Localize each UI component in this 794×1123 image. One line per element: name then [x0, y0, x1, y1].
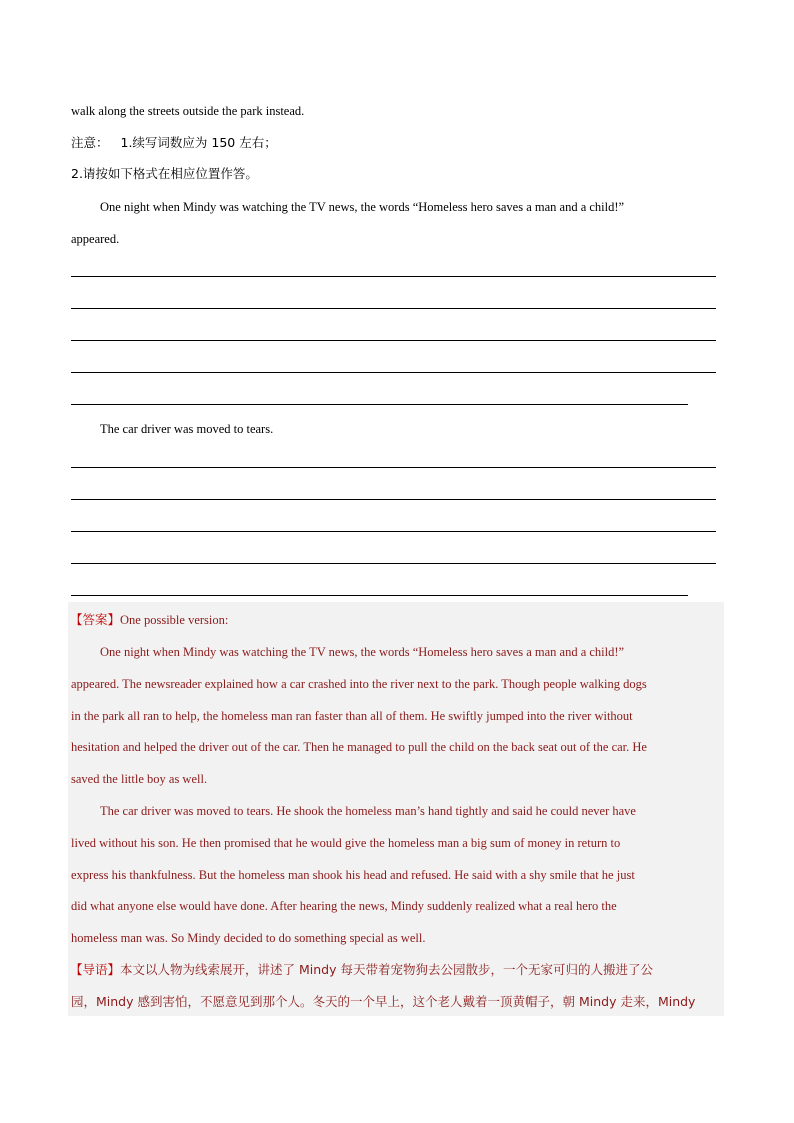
- guide-text-1: 本文以人物为线索展开，讲述了 Mindy 每天带着宠物狗去公园散步，一个无家可归的人搬进了公: [120, 962, 653, 977]
- answer-rule: [71, 276, 716, 277]
- answer-line: homeless man was. So Mindy decided to do something special as well.: [71, 931, 426, 945]
- prompt-line-3: The car driver was moved to tears.: [100, 422, 274, 436]
- guide-tag: 【导语】: [70, 962, 121, 977]
- answer-rule: [71, 499, 716, 500]
- answer-line: The car driver was moved to tears. He shook the homeless man’s hand tightly and said he could never have: [100, 804, 636, 818]
- answer-intro: One possible version:: [120, 613, 229, 627]
- answer-line: did what anyone else would have done. After hearing the news, Mindy suddenly realized what a real hero the: [71, 899, 617, 913]
- answer-header: [70, 612, 228, 628]
- note-line: [71, 135, 277, 151]
- guide-line-1: [70, 962, 653, 978]
- answer-line: in the park all ran to help, the homeless man ran faster than all of them. He swiftly jumped into the river without: [71, 709, 633, 723]
- note-text: 1.续写词数应为 150 左右；: [120, 135, 277, 150]
- answer-tag: 【答案】: [70, 612, 121, 627]
- note-label: 注意：: [71, 135, 109, 150]
- answer-line: lived without his son. He then promised that he would give the homeless man a big sum of money in return to: [71, 836, 621, 850]
- answer-rule: [71, 467, 716, 468]
- answer-rule: [71, 372, 716, 373]
- answer-rule: [71, 308, 716, 309]
- prompt-line-1: One night when Mindy was watching the TV news, the words “Homeless hero saves a man and a child!”: [100, 200, 625, 214]
- answer-line: saved the little boy as well.: [71, 772, 208, 786]
- text-line: walk along the streets outside the park instead.: [71, 104, 305, 118]
- prompt-line-2: appeared.: [71, 232, 120, 246]
- answer-rule: [71, 404, 688, 405]
- answer-line: One night when Mindy was watching the TV news, the words “Homeless hero saves a man and a child!”: [100, 645, 625, 659]
- answer-rule: [71, 340, 716, 341]
- answer-rule: [71, 563, 716, 564]
- instruction-line: 2.请按如下格式在相应位置作答。: [71, 166, 258, 181]
- guide-line-2: 园，Mindy 感到害怕，不愿意见到那个人。冬天的一个早上，这个老人戴着一顶黄帽子，朝 Mindy 走来，Mindy: [71, 994, 696, 1009]
- answer-rule: [71, 595, 688, 596]
- answer-line: hesitation and helped the driver out of the car. Then he managed to pull the child on the back seat out of the car. He: [71, 740, 647, 754]
- answer-line: appeared. The newsreader explained how a car crashed into the river next to the park. Though people walking dogs: [71, 677, 647, 691]
- answer-rule: [71, 531, 716, 532]
- answer-line: express his thankfulness. But the homeless man shook his head and refused. He said with a shy smile that he just: [71, 868, 635, 882]
